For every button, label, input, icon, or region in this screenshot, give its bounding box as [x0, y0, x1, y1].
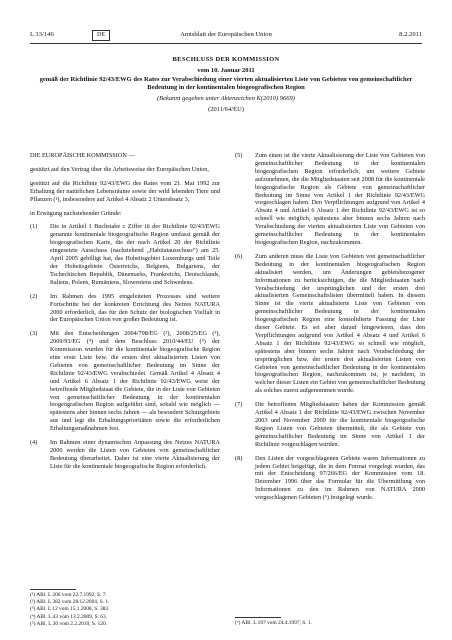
recital-text: Die in Artikel 1 Buchstabe c Ziffer iii der Richtlinie 92/43/EWG genannte kontinentale biogeografische Region umfasst gemäß der biogeografischen Karte, die der nach Artikel 20 der Richtlinie eingesetzte Ausschuss (nachstehend „Habitatausschuss“) am 25. April 2005 gebilligt hat, das Hoheitsgebiet Luxemburgs und Teile der Hoheitsgebiete Österreichs, Belgiens, Bulgariens, der Tschechischen Republik, Dänemarks, Frankreichs, Deutschlands, Italiens, Polens, Rumäniens, Sloweniens und Schwedens. [50, 223, 220, 286]
header-divider [30, 43, 422, 44]
footnote: (¹) ABl. L 206 vom 22.7.1992, S. 7. [30, 592, 107, 598]
journal-title: Amtsblatt der Europäischen Union [180, 31, 272, 38]
recital-number: (3) [30, 330, 38, 338]
footnote-divider [30, 589, 76, 590]
recital [30, 223, 220, 286]
document-title [30, 56, 422, 114]
recital-number: (4) [30, 439, 38, 447]
left-column [30, 152, 220, 477]
right-column [235, 152, 425, 508]
preamble-treaty: gestützt auf den Vertrag über die Arbeitsweise der Europäischen Union, [30, 165, 209, 173]
footnote: (⁵) ABl. L 30 vom 2.2.2010, S. 120. [30, 620, 107, 627]
title-number: (2011/64/EU) [208, 106, 244, 114]
recital-number: (8) [235, 454, 243, 462]
recital-text: Die betroffenen Mitgliedstaaten haben der Kommission gemäß Artikel 4 Absatz 1 der Richtlinie 92/43/EWG zwischen November 2003 und November 2009 für die kontinentale biogeografische Region Listen von Gebieten übermittelt, die als Gebiete von gemeinschaftlicher Bedeutung im Sinne von Artikel 1 der Richtlinie vorgeschlagen wurden. [255, 401, 425, 448]
preamble-recitals-intro: in Erwägung nachstehender Gründe: [30, 209, 122, 217]
footnote: (³) ABl. L 12 vom 15.1.2008, S. 383. [30, 606, 110, 613]
left-footnotes [30, 592, 220, 628]
page-reference: L 33/146 [30, 31, 54, 38]
preamble-directive: gestützt auf die Richtlinie 92/43/EWG des Rates vom 21. Mai 1992 zur Erhaltung der natürlichen Lebensräume sowie der wild lebenden Tiere und Pflanzen (¹), insbesondere auf Artikel 4 Absatz 2 Unterabsatz 3, [30, 179, 220, 203]
recital-text: Im Rahmen einer dynamischen Anpassung des Netzes NATURA 2000 werden die Listen von Gebieten von gemeinschaftlicher Bedeutung überarbeitet. Daher ist eine vierte Aktualisierung der Liste für die kontinentale biogeografische Region erforderlich. [50, 439, 220, 470]
publication-date: 8.2.2011 [399, 31, 422, 38]
recital-number: (5) [235, 152, 243, 159]
right-footnotes [235, 620, 425, 627]
language-badge: DE [92, 30, 110, 41]
recital [30, 439, 220, 471]
recital [235, 455, 425, 502]
recital-number: (7) [235, 401, 243, 409]
recital-number: (6) [235, 252, 243, 260]
recital-text: Zum anderen muss die Liste von Gebieten von gemeinschaftlicher Bedeutung in der kontinentalen biogeografischen Region aktualisiert werden, um Änderungen gebietsbezogener Informationen zu berücksichtigen, die die Mitgliedstaaten nach Verabschiedung der ursprünglichen und der ersten drei aktualisierten Gemeinschaftslisten übermittelt haben. In diesem Sinne ist die vierte aktualisierte Liste von Gebieten von gemeinschaftlicher Bedeutung in der kontinentalen biogeografischen Region eine konsolidierte Fassung der Liste dieser Gebiete. Es sei aber darauf hingewiesen, dass den Verpflichtungen aufgrund von Artikel 4 Absatz 4 und Artikel 6 Absatz 1 der Richtlinie 92/43/EWG so schnell wie möglich, spätestens aber binnen sechs Jahren nach Verabschiedung der ursprünglichen bzw. der ersten drei aktualisierten Listen von Gebieten von gemeinschaftlicher Bedeutung in der kontinentalen biogeografischen Region, nachzukommen ist, je nachdem, in welcher dieser Listen ein Gebiet von gemeinschaftlicher Bedeutung als solches zuerst aufgenommen wurde. [255, 252, 425, 395]
page-header [30, 29, 422, 41]
preamble-intro: DIE EUROPÄISCHE KOMMISSION — [30, 152, 135, 159]
recital [235, 152, 425, 247]
recital [30, 330, 220, 433]
recital [235, 401, 425, 448]
title-line: BESCHLUSS DER KOMMISSION [172, 56, 280, 63]
title-subject: gemäß der Richtlinie 92/43/EWG des Rates zur Verabschiedung einer vierten aktualisierten Liste von Gebieten von gemeinschaftlicher Bedeutung in der kontinentalen biogeografischen Region [39, 75, 413, 92]
recital-number: (2) [30, 292, 38, 300]
footnote: (⁴) ABl. L 43 vom 13.2.2009, S. 63. [30, 613, 107, 620]
title-reference: (Bekannt gegeben unter Aktenzeichen K(2010) 9669) [157, 94, 295, 102]
recital-text: Zum einen ist die vierte Aktualisierung der Liste von Gebieten von gemeinschaftlicher Bedeutung in der kontinentalen biogeografischen Region erforderlich, um weitere Gebiete aufzunehmen, die die Mitgliedstaaten seit 2008 für die kontinentale biogeografische Region als Gebiete von gemeinschaftlicher Bedeutung im Sinne von Artikel 1 der Richtlinie 92/43/EWG vorgeschlagen haben. Den Verpflichtungen aufgrund von Artikel 4 Absatz 4 und Artikel 6 Absatz 1 der Richtlinie 92/43/EWG ist so schnell wie möglich, spätestens aber binnen sechs Jahren nach Verabschiedung der vierten aktualisierten Liste von Gebieten von gemeinschaftlicher Bedeutung in der kontinentalen biogeografischen Region, nachzukommen. [255, 152, 425, 246]
recital-text: Im Rahmen des 1995 eingeleiteten Prozesses sind weitere Fortschritte bei der konkreten Errichtung des Netzes NATURA 2000 erforderlich, das für den Schutz der biologischen Vielfalt in der Europäischen Union von großer Bedeutung ist. [50, 292, 220, 324]
footnote: (⁶) ABl. L 107 vom 24.4.1997, S. 1. [235, 620, 312, 626]
recital [235, 253, 425, 395]
recital-number: (1) [30, 223, 38, 231]
recital-text: Mit den Entscheidungen 2004/798/EG (²), 2008/25/EG (³), 2009/93/EG (⁴) und dem Beschluss 2010/44/EU (⁵) der Kommission wurden für die kontinentale biogeografische Region eine erste Liste bzw. die ersten drei aktualisierten Listen von Gebieten von gemeinschaftlicher Bedeutung im Sinne der Richtlinie 92/43/EWG verabschiedet. Gemäß Artikel 4 Absatz 4 und Artikel 6 Absatz 1 der Richtlinie 92/43/EWG weist der betreffende Mitgliedstaat die Gebiete, die in der Liste von Gebieten von gemeinschaftlicher Bedeutung in der kontinentalen biogeografischen Region aufgeführt sind, sobald wie möglich — spätestens aber binnen sechs Jahren — als besondere Schutzgebiete aus und legt die Erhaltungsprioritäten sowie die erforderlichen Erhaltungsmaßnahmen fest. [50, 330, 220, 433]
footnote-divider [235, 617, 281, 618]
recital [30, 293, 220, 325]
title-date: vom 10. Januar 2011 [197, 67, 255, 75]
recital-text: Den Listen der vorgeschlagenen Gebiete waren Informationen zu jedem Gebiet beigefügt, die in dem Format vorgelegt wurden, das mit der Entscheidung 97/266/EG der Kommission vom 18. Dezember 1996 über das Formular für die Übermittlung von Informationen zu den im Rahmen von NATURA 2000 vorgeschlagenen Gebieten (⁶) festgelegt wurde. [255, 454, 425, 502]
footnote: (²) ABl. L 382 vom 28.12.2004, S. 1. [30, 599, 110, 606]
